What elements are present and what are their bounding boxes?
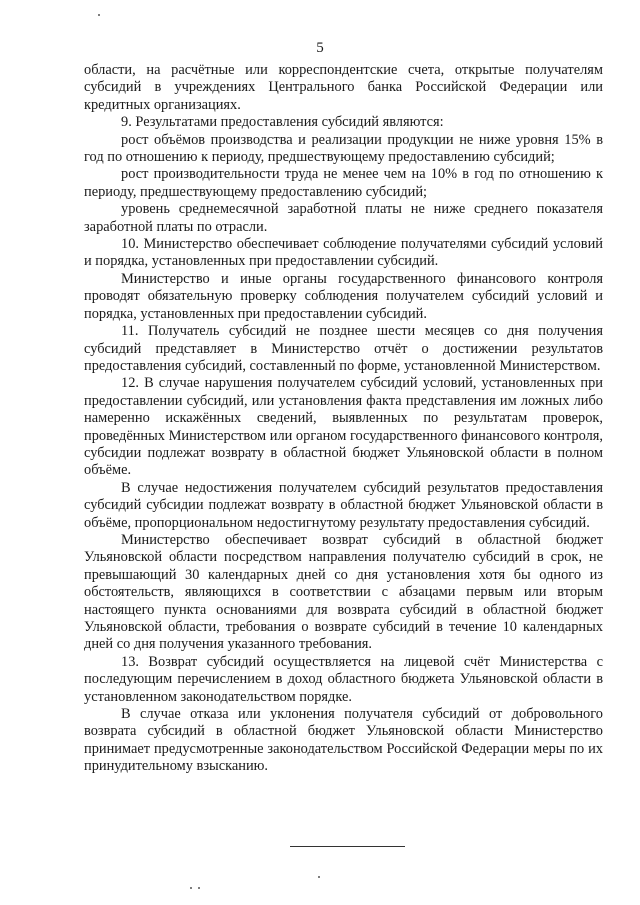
paragraph-refusal: В случае отказа или уклонения получателя субсидий от добровольного возврата субсидий в областной бюджет Ульяновской области Министерство принимает предусмотренные законодательством Российской Федерации меры по их принудительному взысканию. [84,706,603,775]
scan-speck [198,887,200,889]
scan-speck [318,876,320,878]
paragraph-non-achievement: В случае недостижения получателем субсидий результатов предоставления субсидий субсидии подлежат возврату в областной бюджет Ульяновской области в объёме, пропорциональном недостигнутому результату предоставления субсидий. [84,479,603,531]
paragraph-result-salary: уровень среднемесячной заработной платы не ниже среднего показателя заработной платы по отрасли. [84,201,603,235]
scan-speck [190,887,192,889]
paragraph-item-12: 12. В случае нарушения получателем субсидий условий, установленных при предоставлении субсидий, или установления факта представления им ложных либо намеренно искажённых сведений, выявленных по результатам проверок, проведённых Министерством или органом государственного финансового контроля, субсидии подлежат возврату в областной бюджет Ульяновской области в полном объёме. [84,375,603,479]
paragraph-return-procedure: Министерство обеспечивает возврат субсидий в областной бюджет Ульяновской области посредством направления получателю субсидий в срок, не превышающий 30 календарных дней со дня установления хотя бы одного из обстоятельств, являющихся в соответствии с абзацами первым или вторым настоящего пункта основаниями для возврата субсидий в областной бюджет Ульяновской области, требования о возврате субсидий в течение 10 календарных дней со дня получения указанного требования. [84,531,603,653]
scan-speck [98,14,100,16]
closing-rule [290,846,405,847]
document-body [84,62,603,776]
page-number: 5 [316,40,324,56]
paragraph-continuation: области, на расчётные или корреспондентские счета, открытые получателям субсидий в учреждениях Центрального банка Российской Федерации или кредитных организациях. [84,62,603,113]
paragraph-result-production: рост объёмов производства и реализации продукции не ниже уровня 15% в год по отношению к периоду, предшествующему предоставлению субсидий; [84,131,603,166]
paragraph-item-13: 13. Возврат субсидий осуществляется на лицевой счёт Министерства с последующим перечислением в доход областного бюджета Ульяновской области в установленном законодательством порядке. [84,653,603,705]
paragraph-item-9: 9. Результатами предоставления субсидий являются: [121,114,444,131]
paragraph-item-10: 10. Министерство обеспечивает соблюдение получателями субсидий условий и порядка, установленных при предоставлении субсидий. [84,236,603,270]
paragraph-control-check: Министерство и иные органы государственного финансового контроля проводят обязательную проверку соблюдения получателем субсидий условий и порядка, установленных при предоставлении субсидий. [84,270,603,322]
paragraph-item-11: 11. Получатель субсидий не позднее шести месяцев со дня получения субсидий представляет в Министерство отчёт о достижении результатов предоставления субсидий, составленный по форме, установленной Министерством. [84,323,603,374]
paragraph-result-productivity: рост производительности труда не менее чем на 10% в год по отношению к периоду, предшествующему предоставлению субсидий; [84,166,603,200]
